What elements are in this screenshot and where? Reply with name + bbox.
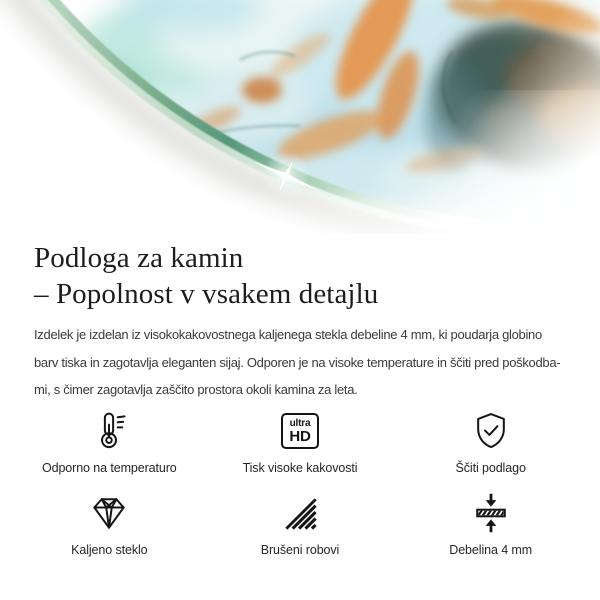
beveled-edges-icon: [278, 490, 322, 536]
feature-label: Kaljeno steklo: [71, 542, 148, 557]
thickness-icon: [469, 490, 513, 536]
features-grid: [0, 408, 600, 558]
feature-label: Odporno na temperaturo: [41, 460, 177, 475]
title-line-2: – Popolnost v vsakem detajlu: [34, 278, 379, 310]
page-title: [34, 240, 566, 312]
diamond-icon: [87, 490, 131, 536]
corner-fade: [380, 90, 600, 234]
title-line-1: Podloga za kamin: [34, 242, 244, 274]
feature-label: Brušeni robovi: [260, 542, 340, 557]
ultra-hd-icon: [281, 408, 319, 454]
product-description: [34, 321, 566, 404]
shield-check-icon: [469, 408, 513, 454]
feature-label: Ščiti podlago: [455, 460, 526, 475]
feature-item-beveled-edges: [205, 490, 396, 558]
feature-item-print-quality: [205, 408, 396, 476]
feature-label: Debelina 4 mm: [449, 542, 533, 557]
feature-label: Tisk visoke kakovosti: [242, 460, 358, 475]
feature-item-tempered-glass: [14, 490, 205, 558]
description-line: mi, s čimer zagotavlja zaščito prostora okoli kamina za leta.: [34, 382, 358, 397]
feature-item-temperature: [14, 408, 205, 476]
ultra-hd-text-top: ultra: [289, 417, 311, 429]
ultra-hd-text-bottom: HD: [289, 427, 311, 445]
description-line: barv tiska in zagotavlja eleganten sijaj. Odporen je na visoke temperature in ščiti pred poškodba-: [34, 354, 561, 370]
product-image: [0, 0, 600, 234]
feature-item-thickness: [395, 490, 586, 558]
description-line: Izdelek je izdelan iz visokokakovostnega kaljenega stekla debeline 4 mm, ki poudarja globino: [34, 327, 542, 342]
thermometer-icon: [87, 408, 131, 454]
feature-item-protection: [395, 408, 586, 476]
